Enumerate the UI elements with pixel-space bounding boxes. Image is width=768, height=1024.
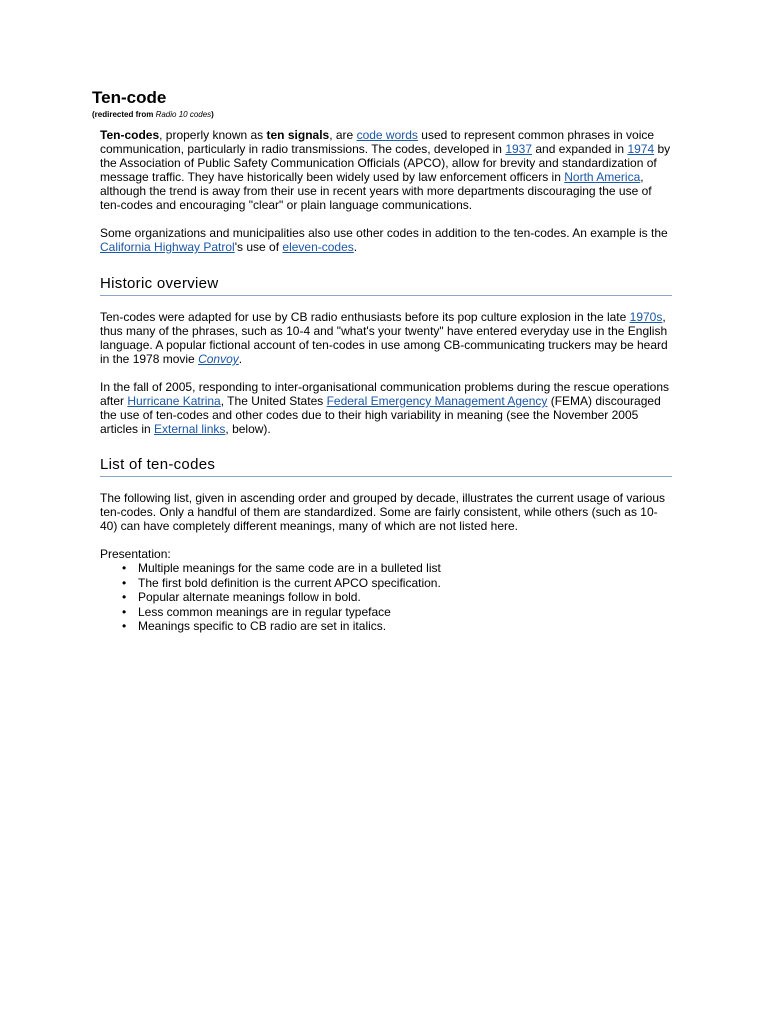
historic-paragraph-1 xyxy=(100,310,672,366)
intro-paragraph-1 xyxy=(100,128,672,212)
redirect-prefix: (redirected from xyxy=(92,110,156,119)
list-item: • Meanings specific to CB radio are set in italics. xyxy=(138,619,672,634)
presentation-list xyxy=(100,561,672,634)
list-item: • Less common meanings are in regular typeface xyxy=(138,605,672,620)
text-span: 's use of xyxy=(234,240,283,254)
link-code-words[interactable]: code words xyxy=(356,128,418,142)
section-list xyxy=(100,456,672,477)
text-span: , are xyxy=(329,128,357,142)
term-ten-signals: ten signals xyxy=(266,128,330,142)
redirect-target: Radio 10 codes xyxy=(155,110,212,119)
section-historic xyxy=(100,275,672,296)
text-span: . xyxy=(238,352,243,366)
intro-paragraph-2 xyxy=(100,226,672,254)
page-title: Ten-code xyxy=(92,88,167,107)
text-span: , although the trend is away from their use in recent years with more departments discouraging the use of ten-codes and encouraging "clear" or plain language communications. xyxy=(100,170,652,212)
text-span: , below). xyxy=(225,422,271,436)
list-item: • Popular alternate meanings follow in bold. xyxy=(138,590,672,605)
link-convoy-text: Convoy xyxy=(198,352,239,366)
link-fema[interactable]: Federal Emergency Management Agency xyxy=(326,394,548,408)
historic-paragraph-2 xyxy=(100,380,672,436)
term-ten-codes: Ten-codes xyxy=(100,128,160,142)
text-span: In the fall of 2005, responding to inter-organisational communication problems during the rescue operations after xyxy=(100,380,670,408)
list-item: • The first bold definition is the current APCO specification. xyxy=(138,576,672,591)
link-hurricane-katrina[interactable]: Hurricane Katrina xyxy=(127,394,221,408)
redirect-suffix: ) xyxy=(211,110,214,119)
text-span: , The United States xyxy=(220,394,327,408)
link-north-america[interactable]: North America xyxy=(564,170,641,184)
redirect-note xyxy=(92,109,214,120)
link-1937[interactable]: 1937 xyxy=(505,142,533,156)
heading-historic-overview: Historic overview xyxy=(100,275,672,296)
text-span: (FEMA) discouraged the use of ten-codes and other codes due to their high variability in meaning (see the November 2005 articles in xyxy=(100,394,661,436)
text-span: used to represent common phrases in voice communication, particularly in radio transmissions. The codes, developed in xyxy=(100,128,655,156)
link-1974[interactable]: 1974 xyxy=(627,142,655,156)
text-span: , thus many of the phrases, such as 10-4 and "what's your twenty" have entered everyday use in the English language. A popular fictional account of ten-codes in use among CB-communicating truckers may be heard in the 1978 movie xyxy=(100,310,668,366)
text-span: . xyxy=(353,240,358,254)
link-1970s[interactable]: 1970s xyxy=(629,310,663,324)
text-span: Some organizations and municipalities also use other codes in addition to the ten-codes. An example is the xyxy=(100,226,668,240)
list-intro-paragraph: The following list, given in ascending order and grouped by decade, illustrates the current usage of various ten-codes. Only a handful of them are standardized. Some are fairly consistent, while others (such as 10-40) can have completely different meanings, many of which are not listed here. xyxy=(100,491,666,533)
text-span: Ten-codes were adapted for use by CB radio enthusiasts before its pop culture explosion in the late xyxy=(100,310,630,324)
link-external-links[interactable]: External links xyxy=(154,422,226,436)
heading-list-of-ten-codes: List of ten-codes xyxy=(100,456,672,477)
link-convoy[interactable] xyxy=(198,352,239,366)
text-span: and expanded in xyxy=(532,142,628,156)
text-span: , properly known as xyxy=(159,128,267,142)
link-california-highway-patrol[interactable]: California Highway Patrol xyxy=(100,240,235,254)
article-body xyxy=(100,128,672,634)
link-eleven-codes[interactable]: eleven-codes xyxy=(282,240,354,254)
list-item: • Multiple meanings for the same code are in a bulleted list xyxy=(138,561,672,576)
text-span: by the Association of Public Safety Communication Officials (APCO), allow for brevity and standardization of message traffic. They have historically been widely used by law enforcement officers in xyxy=(100,142,671,184)
presentation-label: Presentation: xyxy=(100,547,171,561)
